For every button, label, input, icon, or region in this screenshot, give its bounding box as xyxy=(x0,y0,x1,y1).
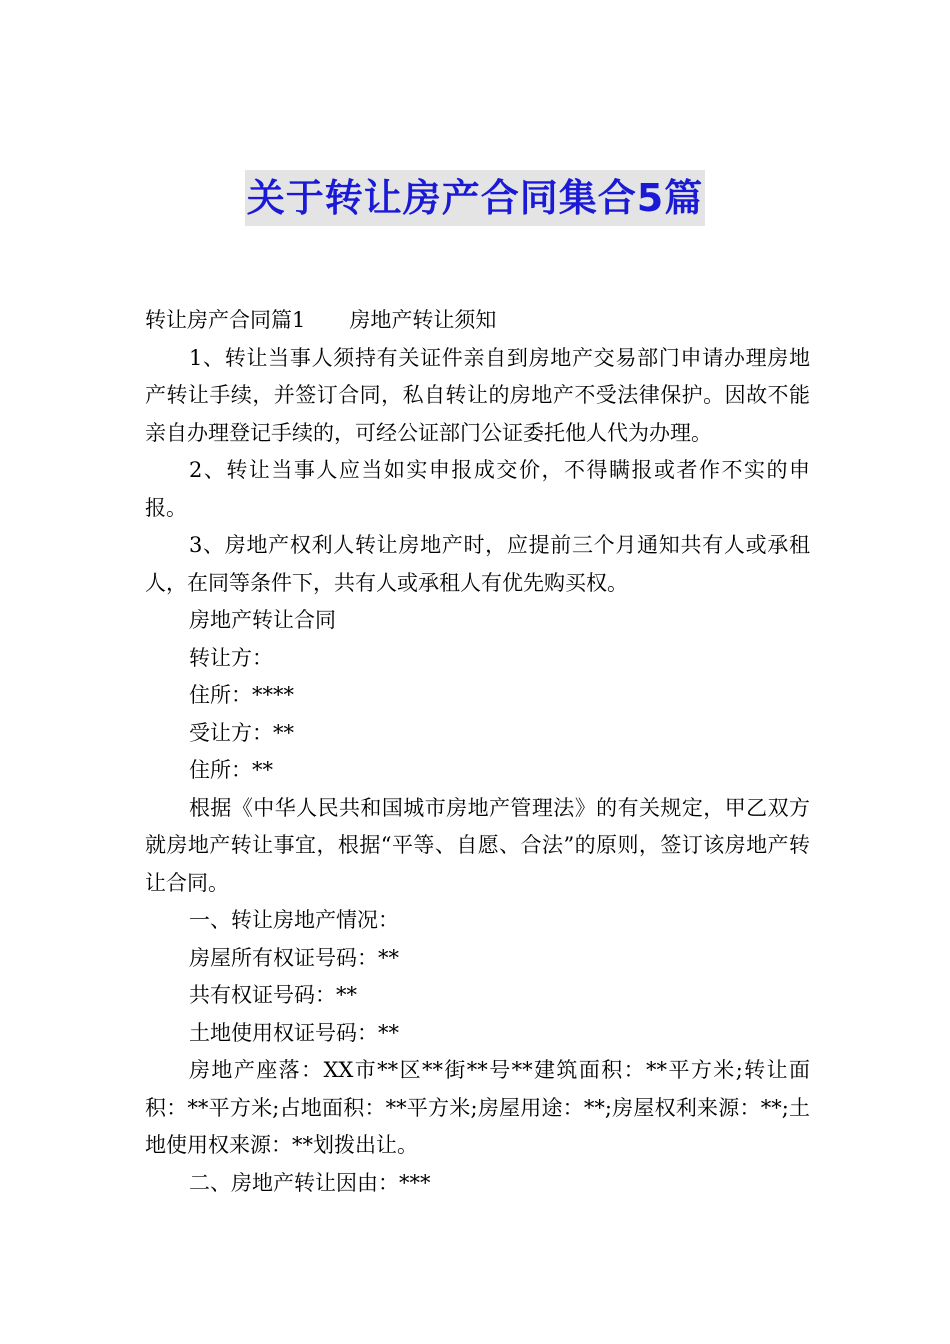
property-location-paragraph: 房地产座落：XX市**区**街**号**建筑面积：**平方米;转让面积：**平方米;占地面积：**平方米;房屋用途：**;房屋权利来源：**;土地使用权来源：**划拨出让。 xyxy=(145,1058,810,1157)
section-heading-line xyxy=(145,302,810,340)
ownership-certificate-line: 房屋所有权证号码：** xyxy=(189,945,399,970)
document-title: 关于转让房产合同集合5篇 xyxy=(245,170,705,226)
document-body xyxy=(145,302,810,1202)
paragraph-3: 3、房地产权利人转让房地产时，应提前三个月通知共有人或承租人，在同等条件下，共有人或承租人有优先购买权。 xyxy=(145,533,810,595)
co-ownership-certificate-line: 共有权证号码：** xyxy=(189,983,357,1007)
section-two-heading: 二、房地产转让因由：*** xyxy=(189,1170,431,1195)
contract-title: 房地产转让合同 xyxy=(189,608,336,632)
section-one-heading: 一、转让房地产情况： xyxy=(189,908,399,932)
title-container xyxy=(0,170,950,226)
land-use-certificate-line: 土地使用权证号码：** xyxy=(189,1020,399,1045)
section-subheading: 房地产转让须知 xyxy=(349,308,497,332)
legal-basis-paragraph: 根据《中华人民共和国城市房地产管理法》的有关规定，甲乙双方就房地产转让事宜，根据“平等、自愿、合法”的原则，签订该房地产转让合同。 xyxy=(145,795,810,895)
transferor-address-line: 住所：**** xyxy=(189,683,294,707)
transferor-line: 转让方： xyxy=(189,645,273,670)
paragraph-2: 2、转让当事人应当如实申报成交价，不得瞒报或者作不实的申报。 xyxy=(145,458,810,520)
transferee-line: 受让方：** xyxy=(189,720,294,745)
section-heading: 转让房产合同篇1 xyxy=(145,308,306,332)
transferee-address-line: 住所：** xyxy=(189,758,273,782)
paragraph-1: 1、转让当事人须持有关证件亲自到房地产交易部门申请办理房地产转让手续，并签订合同，私自转让的房地产不受法律保护。因故不能亲自办理登记手续的，可经公证部门公证委托他人代为办理。 xyxy=(145,345,810,445)
